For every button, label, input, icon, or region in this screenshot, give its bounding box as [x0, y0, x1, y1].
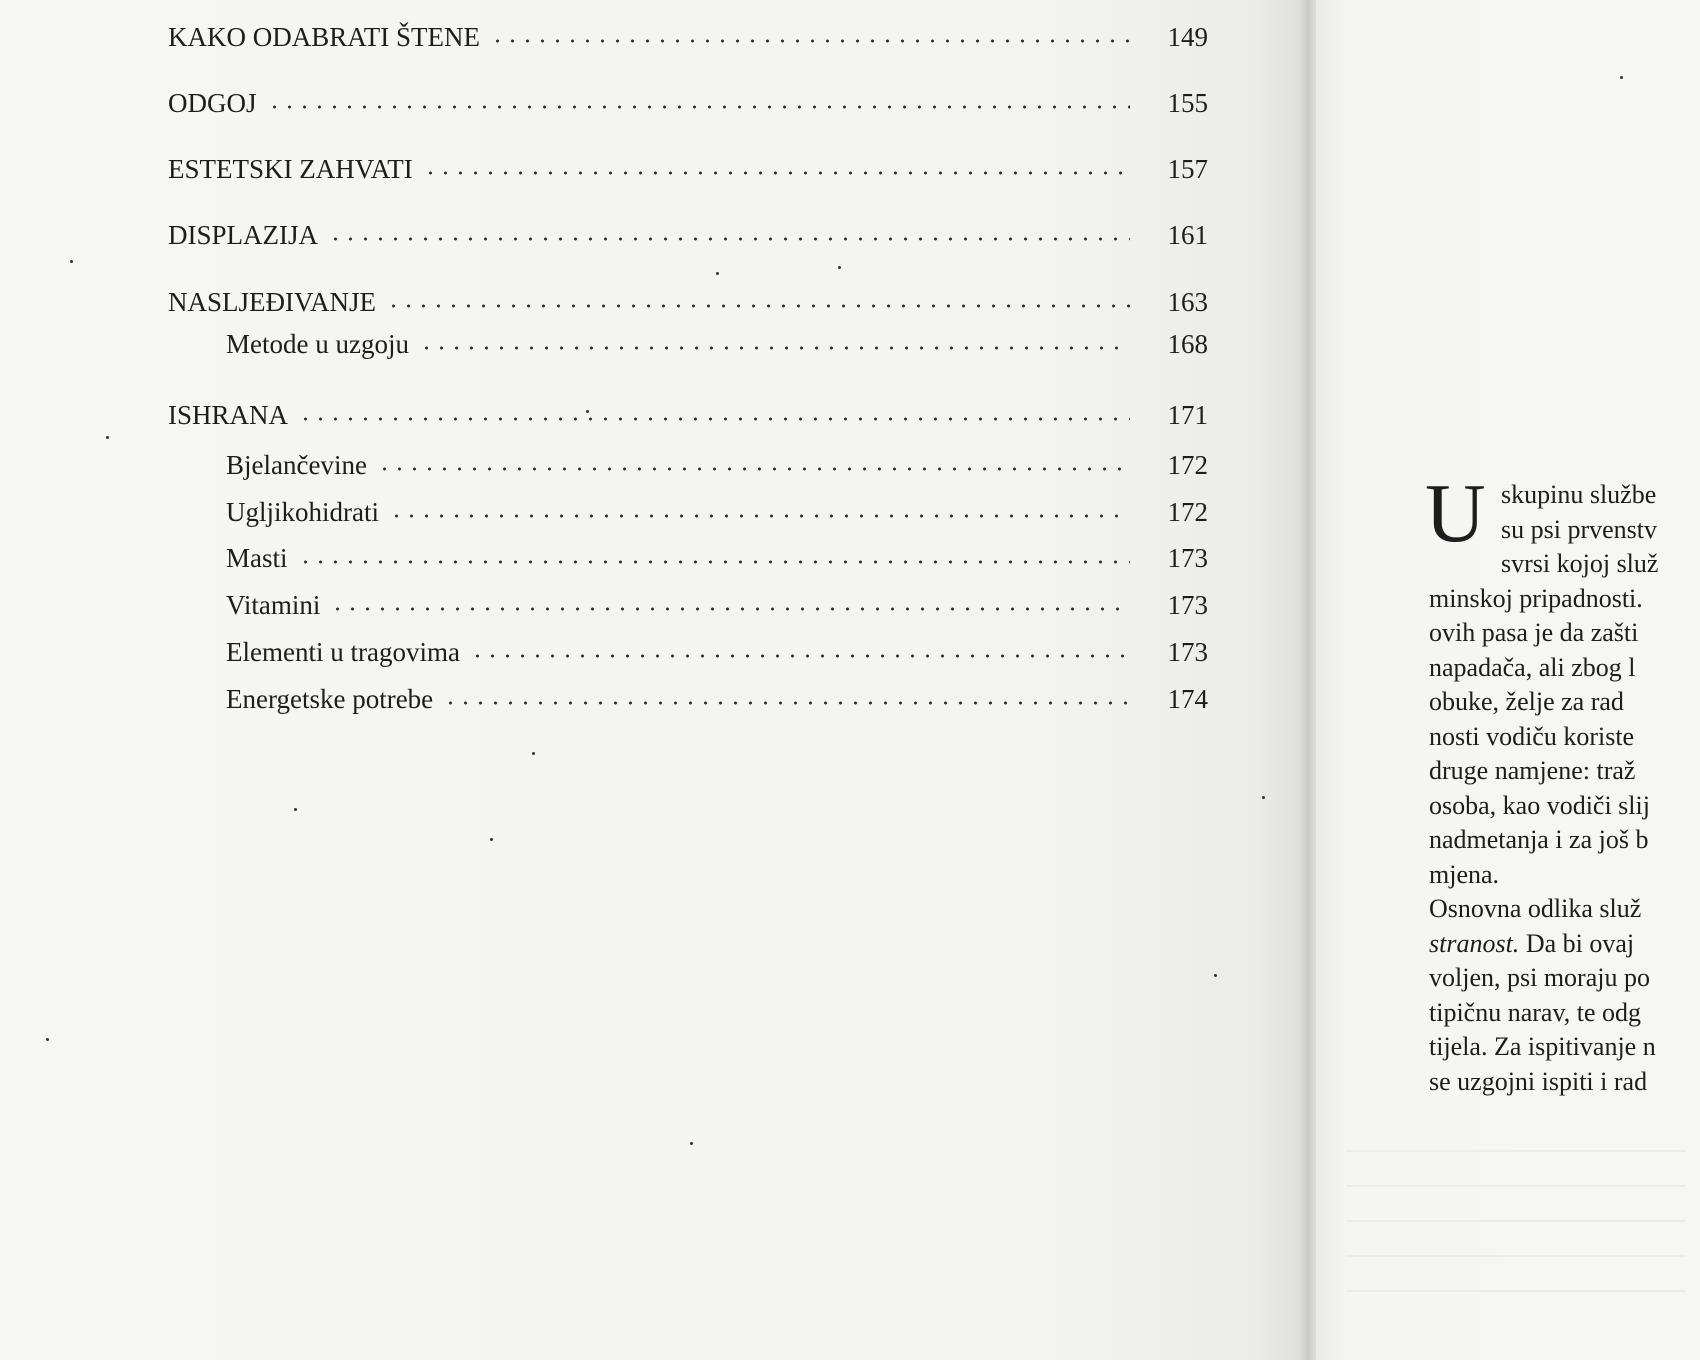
- text-line: su psi prvenstv: [1501, 514, 1657, 544]
- text-line: voljen, psi moraju po: [1429, 963, 1650, 992]
- text-line: nosti vodiču koriste: [1429, 721, 1635, 751]
- toc-entry-label: KAKO ODABRATI ŠTENE: [168, 22, 480, 52]
- paper-speck: [716, 272, 719, 275]
- paper-speck: [586, 410, 589, 413]
- toc-entry-odgoj: [168, 88, 1208, 128]
- toc-entry-metode-u-uzgoju: [168, 329, 1208, 369]
- toc-page-number: 171: [1167, 400, 1208, 430]
- text-line: Osnovna odlika služ: [1429, 894, 1642, 923]
- text-line: napadača, ali zbog l: [1429, 652, 1636, 682]
- show-through-line: [1346, 1220, 1686, 1222]
- text-line: obuke, želje za rad: [1429, 687, 1624, 716]
- dot-leader: [490, 38, 1130, 44]
- toc-entry-label: Masti: [226, 543, 288, 573]
- dot-leader: [419, 345, 1130, 351]
- toc-page-number: 172: [1167, 450, 1208, 480]
- paper-speck: [70, 260, 73, 263]
- dot-leader: [328, 236, 1130, 242]
- toc-page-number: 149: [1167, 22, 1208, 52]
- toc-entry-ugljikohidrati: [168, 497, 1208, 537]
- paper-speck: [106, 436, 109, 439]
- dot-leader: [470, 653, 1130, 659]
- toc-entry-kako-odabrati-stene: [168, 22, 1208, 62]
- toc-entry-bjelancevine: [168, 450, 1208, 490]
- paper-speck: [1620, 76, 1623, 79]
- toc-page-number: 173: [1167, 637, 1208, 667]
- toc-entry-label: ISHRANA: [168, 400, 289, 430]
- dot-leader: [423, 170, 1130, 176]
- toc-entry-label: DISPLAZIJA: [168, 220, 319, 250]
- toc-entry-masti: [168, 543, 1208, 583]
- text-line: skupinu službe: [1501, 480, 1657, 509]
- toc-page-number: 173: [1167, 543, 1208, 573]
- body-text: [1425, 467, 1700, 1099]
- show-through-line: [1346, 1290, 1686, 1292]
- toc-page-number: 173: [1167, 590, 1208, 620]
- dot-leader: [389, 513, 1130, 519]
- text-line: minskoj pripadnosti.: [1429, 583, 1643, 613]
- paper-speck: [46, 1038, 49, 1041]
- text-line: druge namjene: traž: [1429, 756, 1636, 785]
- toc-entry-displazija: [168, 220, 1208, 260]
- paper-speck: [690, 1142, 693, 1145]
- toc-entry-vitamini: [168, 590, 1208, 630]
- toc-entry-label: ODGOJ: [168, 88, 257, 118]
- paper-speck: [1262, 796, 1265, 799]
- dot-leader: [386, 303, 1130, 309]
- toc-entry-label: Metode u uzgoju: [226, 329, 409, 359]
- show-through-line: [1346, 1185, 1686, 1187]
- text-line: stranost. Da bi ovaj: [1429, 928, 1635, 958]
- toc-entry-elementi-u-tragovima: [168, 637, 1208, 677]
- dot-leader: [298, 559, 1130, 565]
- toc-entry-label: Energetske potrebe: [226, 684, 434, 714]
- toc-entry-nasljedivanje: [168, 287, 1208, 327]
- toc-entry-label: Ugljikohidrati: [226, 497, 379, 527]
- toc-page-number: 163: [1167, 287, 1208, 317]
- paper-speck: [1214, 974, 1217, 977]
- toc-entry-estetski-zahvati: [168, 154, 1208, 194]
- toc-page-number: 168: [1167, 329, 1208, 359]
- toc-page-number: 161: [1167, 220, 1208, 250]
- toc-page-number: 172: [1167, 497, 1208, 527]
- dot-leader: [298, 416, 1130, 422]
- text-line: osoba, kao vodiči slij: [1429, 790, 1650, 820]
- text-line: nadmetanja i za još b: [1429, 825, 1649, 854]
- toc-page-number: 155: [1167, 88, 1208, 118]
- paper-speck: [490, 838, 493, 841]
- text-line: tijela. Za ispitivanje n: [1429, 1032, 1656, 1061]
- toc-page-number: 174: [1167, 684, 1208, 714]
- dot-leader: [267, 104, 1130, 110]
- text-line: ovih pasa je da zašti: [1429, 618, 1639, 647]
- text-line: se uzgojni ispiti i rad: [1429, 1066, 1648, 1096]
- right-page: [1316, 0, 1700, 1360]
- toc-entry-ishrana: [168, 400, 1208, 440]
- text-line: svrsi kojoj služ: [1501, 549, 1659, 578]
- toc-entry-energetske-potrebe: [168, 684, 1208, 724]
- show-through-line: [1346, 1150, 1686, 1152]
- toc-entry-label: Elementi u tragovima: [226, 637, 460, 667]
- toc-entry-label: Vitamini: [226, 590, 321, 620]
- dot-leader: [443, 700, 1130, 706]
- paper-speck: [838, 266, 841, 269]
- toc-entry-label: Bjelančevine: [226, 450, 367, 480]
- show-through-line: [1346, 1255, 1686, 1257]
- toc-page-number: 157: [1167, 154, 1208, 184]
- text-line: tipičnu narav, te odg: [1429, 997, 1642, 1027]
- text-line: mjena.: [1429, 859, 1500, 889]
- paper-speck: [294, 808, 297, 811]
- toc-entry-label: NASLJEĐIVANJE: [168, 287, 377, 317]
- paper-speck: [532, 752, 535, 755]
- drop-cap: U: [1425, 467, 1486, 560]
- dot-leader: [377, 466, 1130, 472]
- dot-leader: [330, 606, 1130, 612]
- toc-entry-label: ESTETSKI ZAHVATI: [168, 154, 413, 184]
